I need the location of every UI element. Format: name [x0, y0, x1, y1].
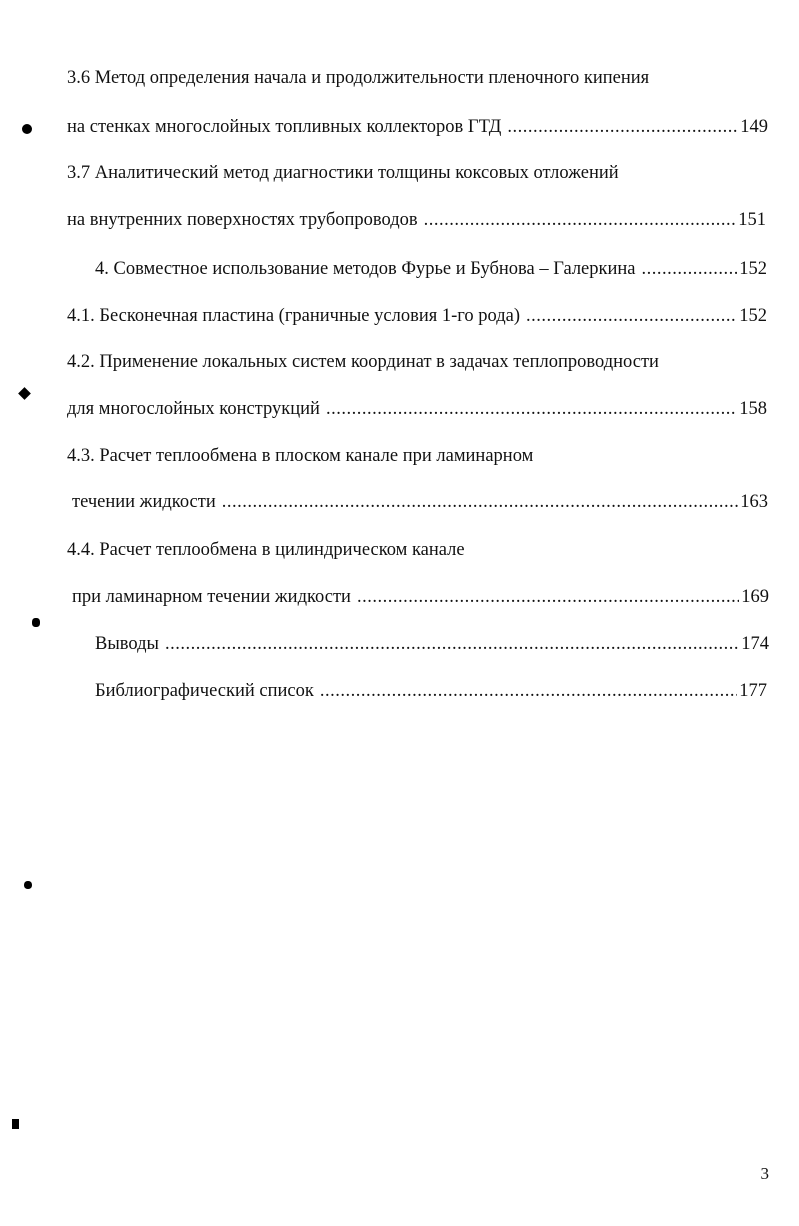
binding-hole-mark: [12, 1119, 19, 1129]
dot-leader: [165, 633, 739, 655]
dot-leader: [507, 116, 738, 138]
toc-page-number: 174: [741, 634, 769, 654]
toc-entry: [67, 445, 533, 467]
dot-leader: [642, 258, 738, 280]
toc-entry-text: на внутренних поверхностях трубопроводов: [67, 210, 418, 230]
dot-leader: [320, 680, 737, 702]
toc-entry: [67, 305, 767, 327]
toc-entry: [67, 116, 768, 138]
toc-entry-text: 3.6 Метод определения начала и продолжительности пленочного кипения: [67, 68, 650, 88]
toc-page-number: 152: [739, 259, 767, 279]
toc-entry: [67, 398, 767, 420]
toc-entry: [67, 67, 649, 89]
toc-entry-text: 4. Совместное использование методов Фурье и Бубнова – Галеркина: [95, 259, 636, 279]
toc-page-number: 169: [741, 587, 769, 607]
toc-entry: [67, 539, 465, 561]
toc-entry: [67, 162, 619, 184]
binding-hole-mark: [32, 618, 40, 627]
page-number: 3: [760, 1164, 769, 1183]
toc-entry: [95, 258, 767, 280]
toc-entry: [67, 351, 659, 373]
binding-hole-mark: [18, 387, 31, 400]
binding-hole-mark: [22, 124, 32, 134]
dot-leader: [326, 398, 737, 420]
toc-page-number: 163: [740, 492, 768, 512]
toc-page-number: 149: [740, 117, 768, 137]
toc-page-number: 158: [739, 399, 767, 419]
toc-entry: [95, 680, 767, 702]
toc-page-number: 151: [738, 210, 766, 230]
toc-entry: [95, 633, 769, 655]
dot-leader: [222, 491, 739, 513]
toc-entry: [72, 586, 769, 608]
toc-entry-text: 4.1. Бесконечная пластина (граничные условия 1-го рода): [67, 306, 521, 326]
dot-leader: [357, 586, 739, 608]
toc-page-number: 152: [739, 306, 767, 326]
toc-entry-text: Библиографический список: [95, 681, 314, 701]
dot-leader: [526, 305, 737, 327]
dot-leader: [424, 209, 737, 231]
toc-entry-text: для многослойных конструкций: [67, 399, 320, 419]
toc-entry-text: 3.7 Аналитический метод диагностики толщины коксовых отложений: [67, 163, 619, 183]
toc-entry-text: на стенках многослойных топливных коллекторов ГТД: [67, 117, 502, 137]
toc-page-number: 177: [739, 681, 767, 701]
toc-entry-text: 4.4. Расчет теплообмена в цилиндрическом канале: [67, 540, 465, 560]
toc-entry-text: при ламинарном течении жидкости: [72, 587, 351, 607]
toc-entry-text: 4.3. Расчет теплообмена в плоском канале при ламинарном: [67, 446, 534, 466]
toc-entry: [67, 209, 766, 231]
binding-hole-mark: [24, 881, 32, 889]
toc-entry: [72, 491, 768, 513]
toc-entry-text: течении жидкости: [72, 492, 216, 512]
toc-entry-text: 4.2. Применение локальных систем координат в задачах теплопроводности: [67, 352, 659, 372]
toc-entry-text: Выводы: [95, 634, 159, 654]
